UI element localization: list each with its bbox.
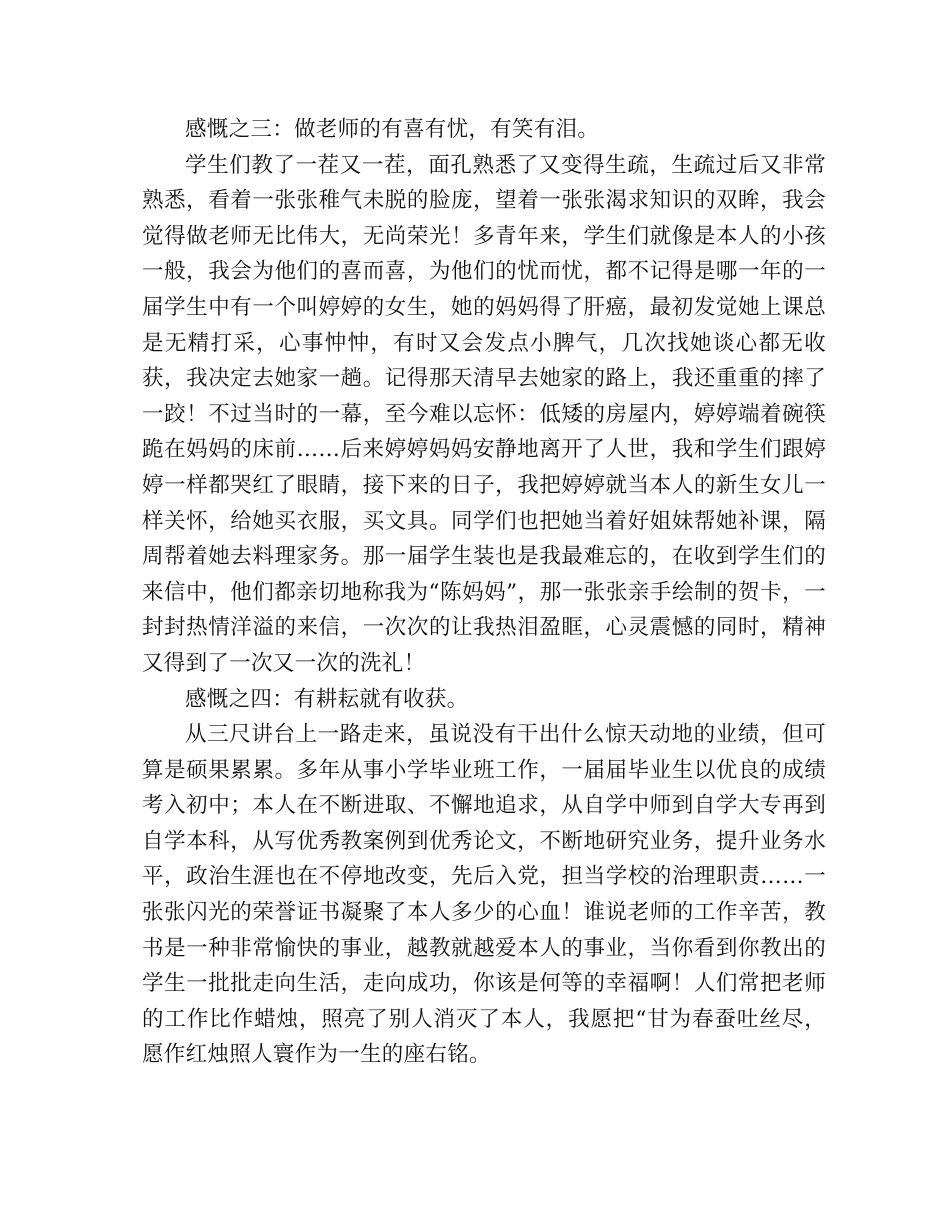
paragraph-heading-4: 感慨之四：有耕耘就有收获。 (185, 686, 469, 712)
paragraph-body-3: 学生们教了一茬又一茬，面孔熟悉了又变得生疏，生疏过后又非常熟悉，看着一张张稚气未脱的脸庞，望着一张张渴求知识的双眸，我会觉得做老师无比伟大，无尚荣光！多青年来，学生们就像是本人的小孩一般，我会为他们的喜而喜，为他们的忧而忧，都不记得是哪一年的一届学生中有一个叫婷婷的女生，她的妈妈得了肝癌，最初发觉她上课总是无精打采，心事忡忡，有时又会发点小脾气，几次找她谈心都无收获，我决定去她家一趟。记得那天清早去她家的路上，我还重重的摔了一跤！不过当时的一幕，至今难以忘怀：低矮的房屋内，婷婷端着碗筷跪在妈妈的床前……后来婷婷妈妈安静地离开了人世，我和学生们跟婷婷一样都哭红了眼睛，接下来的日子，我把婷婷就当本人的新生女儿一样关怀，给她买衣服，买文具。同学们也把她当着好姐妹帮她补课，隔周帮着她去料理家务。那一届学生装也是我最难忘的，在收到学生们的来信中，他们都亲切地称我为“陈妈妈”，那一张张亲手绘制的贺卡，一封封热情洋溢的来信，一次次的让我热泪盈眶，心灵震憾的同时，精神又得到了一次又一次的洗礼！ (142, 152, 826, 676)
paragraph-body-4: 从三尺讲台上一路走来，虽说没有干出什么惊天动地的业绩，但可算是硕果累累。多年从事小学毕业班工作，一届届毕业生以优良的成绩考入初中；本人在不断进取、不懈地追求，从自学中师到自学大专再到自学本科，从写优秀教案例到优秀论文，不断地研究业务，提升业务水平，政治生涯也在不停地改变，先后入党，担当学校的治理职责……一张张闪光的荣誉证书凝聚了本人多少的心血！谁说老师的工作辛苦，教书是一种非常愉快的事业，越教就越爱本人的事业，当你看到你教出的学生一批批走向生活，走向成功，你该是何等的幸福啊！人们常把老师的工作比作蜡烛，照亮了别人消灭了本人，我愿把“甘为春蚕吐丝尽，愿作红烛照人寰作为一生的座右铭。 (142, 722, 826, 1068)
paragraph-heading-3: 感慨之三：做老师的有喜有忧，有笑有泪。 (185, 117, 600, 142)
document-body (142, 112, 826, 1073)
